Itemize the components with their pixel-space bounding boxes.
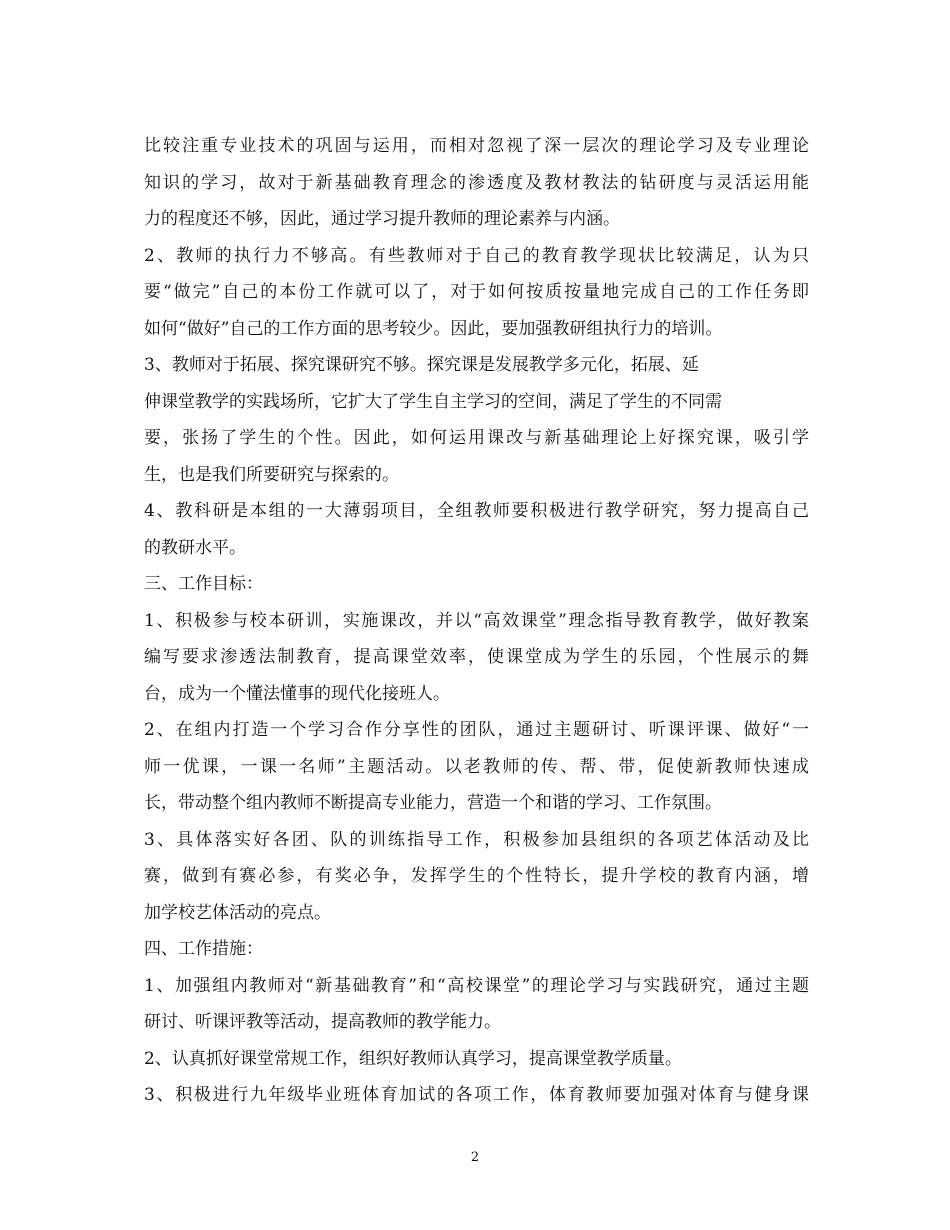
text-line: 4、教科研是本组的一大薄弱项目，全组教师要积极进行教学研究，努力提高自己 [144, 501, 809, 521]
section-heading: 四、工作措施： [144, 939, 263, 959]
text-line: 3、具体落实好各团、队的训练指导工作，积极参加县组织的各项艺体活动及比 [144, 829, 809, 850]
text-line: 要，张扬了学生的个性。因此，如何运用课改与新基础理论上好探究课，吸引学 [144, 428, 809, 448]
document-body [144, 128, 809, 1114]
text-line: 2、认真抓好课堂常规工作，组织好教师认真学习，提高课堂教学质量。 [144, 1048, 682, 1069]
text-line: 2、教师的执行力不够高。有些教师对于自己的教育教学现状比较满足，认为只 [144, 245, 809, 266]
text-line: 2、在组内打造一个学习合作分享性的团队，通过主题研讨、听课评课、做好“一 [144, 720, 809, 740]
text-line: 编写要求渗透法制教育，提高课堂效率，使课堂成为学生的乐园，个性展示的舞 [144, 647, 809, 667]
text-line: 3、积极进行九年级毕业班体育加试的各项工作，体育教师要加强对体育与健身课 [144, 1085, 809, 1105]
text-line: 生，也是我们所要研究与探索的。 [144, 464, 399, 485]
page-number: 2 [470, 1150, 480, 1165]
text-line: 师一优课，一课一名师”主题活动。以老教师的传、帮、带，促使新教师快速成 [144, 756, 809, 777]
text-line: 如何“做好”自己的工作方面的思考较少。因此，要加强教研组执行力的培训。 [144, 318, 723, 339]
text-line: 台，成为一个懂法懂事的现代化接班人。 [144, 683, 450, 704]
text-line: 加学校艺体活动的亮点。 [144, 902, 331, 923]
text-line: 1、积极参与校本研训，实施课改，并以“高效课堂”理念指导教育教学，做好教案 [144, 610, 809, 631]
text-line: 研讨、听课评教等活动，提高教师的教学能力。 [144, 1012, 501, 1032]
text-line: 1、加强组内教师对“新基础教育”和“高校课堂”的理论学习与实践研究，通过主题 [144, 975, 809, 996]
text-line: 比较注重专业技术的巩固与运用，而相对忽视了深一层次的理论学习及专业理论 [144, 136, 809, 156]
text-line: 力的程度还不够，因此，通过学习提升教师的理论素养与内涵。 [144, 209, 620, 229]
text-line: 3、教师对于拓展、探究课研究不够。探究课是发展教学多元化，拓展、延 [144, 355, 699, 375]
text-line: 长，带动整个组内教师不断提高专业能力，营造一个和谐的学习、工作氛围。 [144, 793, 722, 813]
section-heading: 三、工作目标： [144, 574, 263, 594]
text-line: 伸课堂教学的实践场所，它扩大了学生自主学习的空间，满足了学生的不同需 [144, 391, 722, 412]
text-line: 的教研水平。 [144, 537, 246, 558]
text-line: 赛，做到有赛必参，有奖必争，发挥学生的个性特长，提升学校的教育内涵，增 [144, 866, 809, 886]
text-line: 要“做完”自己的本份工作就可以了，对于如何按质按量地完成自己的工作任务即 [144, 282, 809, 302]
text-line: 知识的学习，故对于新基础教育理念的渗透度及教材教法的钻研度与灵活运用能 [144, 172, 809, 193]
